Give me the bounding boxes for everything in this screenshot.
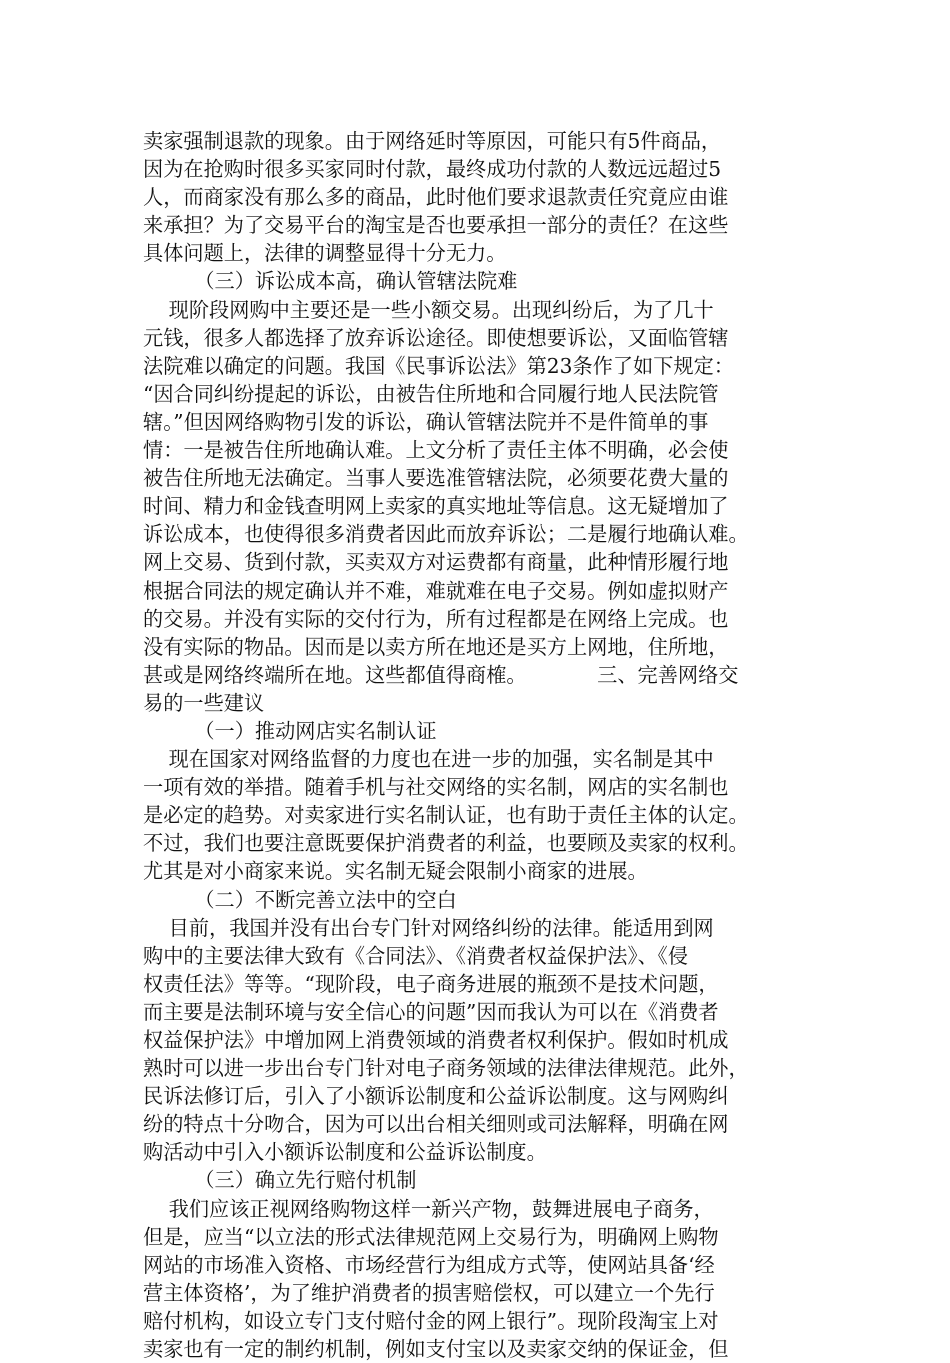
text-line: 营主体资格’，为了维护消费者的损害赔偿权，可以建立一个先行 <box>143 1280 715 1305</box>
text-line: 目前，我国并没有出台专门针对网络纠纷的法律。能适用到网 <box>143 915 714 940</box>
text-line: 而主要是法制环境与安全信心的问题”因而我认为可以在《消费者 <box>143 999 719 1024</box>
text-line: 因为在抢购时很多买家同时付款，最终成功付款的人数远远超过5 <box>143 157 722 182</box>
text-line: 具体问题上，法律的调整显得十分无力。 <box>143 241 507 266</box>
text-line: 甚或是网络终端所在地。这些都值得商榷。 三、完善网络交 <box>143 662 739 687</box>
text-line: 购活动中引入小额诉讼制度和公益诉讼制度。 <box>143 1140 547 1165</box>
text-line: 现阶段网购中主要还是一些小额交易。出现纠纷后，为了几十 <box>143 297 714 322</box>
text-line: （三）确立先行赔付机制 <box>143 1168 417 1193</box>
text-line: 时间、精力和金钱查明网上卖家的真实地址等信息。这无疑增加了 <box>143 494 729 519</box>
text-line: 根据合同法的规定确认并不难，难就难在电子交易。例如虚拟财产 <box>143 578 729 603</box>
text-line: 卖家也有一定的制约机制，例如支付宝以及卖家交纳的保证金，但 <box>143 1337 729 1362</box>
text-line: 情：一是被告住所地确认难。上文分析了责任主体不明确，必会使 <box>143 438 729 463</box>
text-line: 一项有效的举措。随着手机与社交网络的实名制，网店的实名制也 <box>143 775 729 800</box>
text-line: （二）不断完善立法中的空白 <box>143 887 457 912</box>
text-line: 赔付机构，如设立专门支付赔付金的网上银行”。现阶段淘宝上对 <box>143 1308 719 1333</box>
text-line: 没有实际的物品。因而是以卖方所在地还是买方上网地，住所地， <box>143 634 729 659</box>
text-line: 不过，我们也要注意既要保护消费者的利益，也要顾及卖家的权利。 <box>143 831 749 856</box>
text-line: 尤其是对小商家来说。实名制无疑会限制小商家的进展。 <box>143 859 648 884</box>
text-line: 熟时可以进一步出台专门针对电子商务领域的法律法律规范。此外， <box>143 1056 749 1081</box>
text-line: 纷的特点十分吻合，因为可以出台相关细则或司法解释，明确在网 <box>143 1112 729 1137</box>
text-line: （三）诉讼成本高，确认管辖法院难 <box>143 269 518 294</box>
text-line: 卖家强制退款的现象。由于网络延时等原因，可能只有5件商品， <box>143 129 722 153</box>
text-line: 的交易。并没有实际的交付行为，所有过程都是在网络上完成。也 <box>143 606 729 631</box>
text-line: （一）推动网店实名制认证 <box>143 718 437 743</box>
text-line: 网站的市场准入资格、市场经营行为组成方式等，使网站具备‘经 <box>143 1252 715 1277</box>
text-line: 诉讼成本，也使得很多消费者因此而放弃诉讼；二是履行地确认难。 <box>143 522 749 547</box>
text-line: 权责任法》等等。“现阶段，电子商务进展的瓶颈不是技术问题， <box>143 971 719 996</box>
text-line: 辖。”但因网络购物引发的诉讼，确认管辖法院并不是件简单的事 <box>143 409 709 434</box>
body-text <box>143 127 805 1363</box>
text-line: 但是，应当“以立法的形式法律规范网上交易行为，明确网上购物 <box>143 1224 719 1249</box>
text-line: 网上交易、货到付款，买卖双方对运费都有商量，此种情形履行地 <box>143 550 729 575</box>
text-line: 来承担？为了交易平台的淘宝是否也要承担一部分的责任？在这些 <box>143 213 729 238</box>
text-line: 人，而商家没有那么多的商品，此时他们要求退款责任究竟应由谁 <box>143 185 729 210</box>
text-line: 权益保护法》中增加网上消费领域的消费者权利保护。假如时机成 <box>143 1028 729 1052</box>
text-line: 我们应该正视网络购物这样一新兴产物，鼓舞进展电子商务， <box>143 1196 714 1221</box>
text-line: 是必定的趋势。对卖家进行实名制认证，也有助于责任主体的认定。 <box>143 803 749 828</box>
text-line: 元钱，很多人都选择了放弃诉讼途径。即使想要诉讼，又面临管辖 <box>143 325 729 350</box>
text-line: 易的一些建议 <box>143 690 265 715</box>
text-line: 法院难以确定的问题。我国《民事诉讼法》第23条作了如下规定： <box>143 353 734 378</box>
text-line: “因合同纠纷提起的诉讼，由被告住所地和合同履行地人民法院管 <box>143 381 719 406</box>
text-line: 购中的主要法律大致有《合同法》、《消费者权益保护法》、《侵 <box>143 943 689 968</box>
text-line: 民诉法修订后，引入了小额诉讼制度和公益诉讼制度。这与网购纠 <box>143 1084 729 1109</box>
text-line: 现在国家对网络监督的力度也在进一步的加强，实名制是其中 <box>143 747 714 772</box>
text-line: 被告住所地无法确定。当事人要选准管辖法院，必须要花费大量的 <box>143 466 729 491</box>
